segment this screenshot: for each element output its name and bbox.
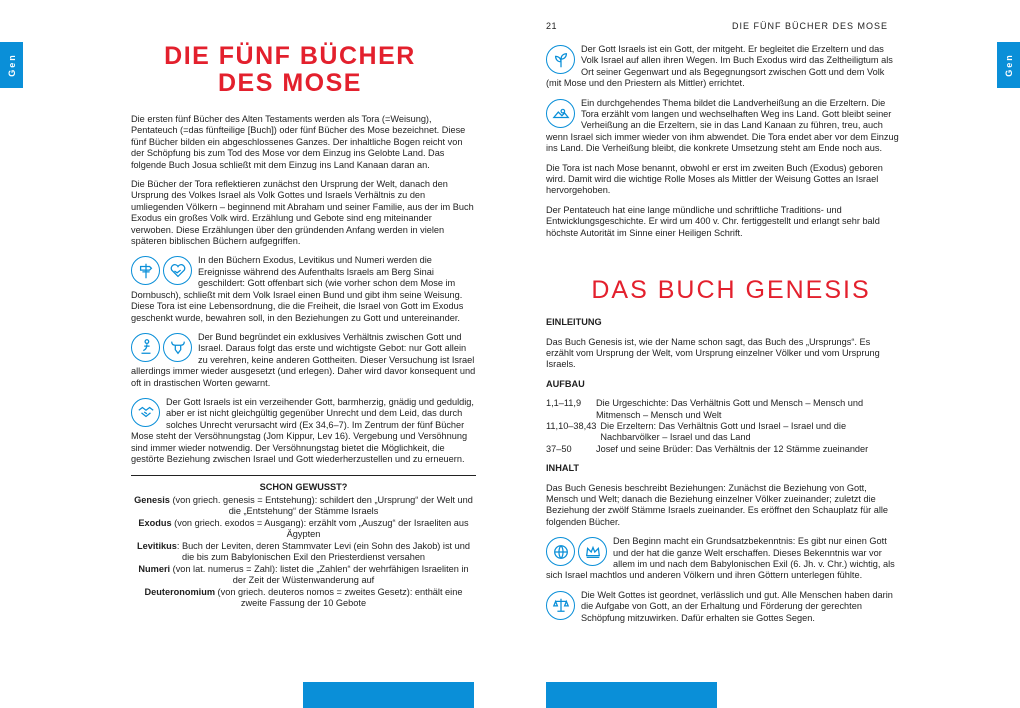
paragraph: Die Tora ist nach Mose benannt, obwohl er erst im zweiten Buch (Exodus) geboren wird. Damit wird die wichtige Rolle Moses als Mittler der Weisung Gottes an Israel hervorgehoben.: [546, 162, 883, 196]
aufbau-ref: 1,1–11,9: [546, 398, 582, 409]
did-you-know-entry: Exodus (von griech. exodos = Ausgang): erzählt vom „Auszug“ der Israeliten aus Ägypten: [138, 517, 469, 540]
title-line-1: DIE FÜNF BÜCHER: [164, 42, 416, 70]
chapter-tab-right[interactable]: [997, 42, 1020, 88]
aufbau-text: Die Erzeltern: Das Verhältnis Gott und Israel – Israel und die Nachbarvölker – Israel und das Land: [600, 420, 847, 443]
did-you-know-entry: Genesis (von griech. genesis = Entstehung): schildert den „Ursprung“ der Welt und die „Entstehung“ der Stämme Israels: [134, 494, 473, 517]
chapter-tab-label: Gen: [1003, 53, 1014, 77]
icon-group: [131, 256, 192, 285]
paragraph-text: Der Bund begründet ein exklusives Verhältnis zwischen Gott und Israel. Daraus folgt das erste und wichtigste Gebot: nur Gott allein zu verehren, keine anderen Gottheiten. Dieser Versuchung ist Israel allerdings immer wieder ausgesetzt (und erlegen). Daher wird davor konsequent und oft in drastischen Worten gewarnt.: [131, 331, 476, 388]
right-column: [546, 44, 899, 632]
page-number: 21: [546, 21, 558, 31]
inhalt-heading: INHALT: [546, 463, 579, 474]
handshake-icon: [131, 398, 160, 427]
paragraph-with-icons: [546, 536, 899, 582]
paragraph-text: Die Welt Gottes ist geordnet, verlässlich und gut. Alle Menschen haben darin die Aufgabe von Gott, an der Erhaltung und Förderung der gerechten Schöpfung mitzuwirken. Dafür erhalten sie Gottes Segen.: [581, 589, 893, 623]
crown-icon: [578, 537, 607, 566]
icon-group: [131, 398, 160, 427]
paragraph-text: Der Gott Israels ist ein Gott, der mitgeht. Er begleitet die Erzeltern und das Volk Israel auf allen ihren Wegen. Im Buch Exodus wird das Zeltheiligtum als Ort seiner Gegenwart und als Begegnungsort zwischen Gott und dem Volk (mit Mose und den Priestern als Mittler) errichtet.: [546, 44, 893, 89]
paragraph: Die Bücher der Tora reflektieren zunächst den Ursprung der Welt, danach den Ursprung des Volkes Israel als Volk Gottes und Israels Verhältnis zu den umliegenden Völkern – beginnend mit Abraham und seiner Familie, aus der im Buch Exodus ein großes Volk wird. Erzählung und Gebote sind eng miteinander verwoben. Diese Erzählungen über den gründenden Anfang werden in vielen späteren biblischen Büchern aufgegriffen.: [131, 179, 474, 247]
heart-hands-icon: [163, 256, 192, 285]
icon-group: [546, 537, 607, 566]
aufbau-row: [546, 421, 899, 444]
aufbau-row: [546, 444, 899, 455]
signpost-icon: [131, 256, 160, 285]
paragraph-text: Den Beginn macht ein Grundsatzbekenntnis: Es gibt nur einen Gott und der hat die ganze Welt erschaffen. Dieses Bekenntnis war vor allem im und nach dem Babylonischen Exil (6. Jh. v. Chr.) wichtig, als sich Israel machtlos und anderen Völkern und ihren Göttern unterlegen fühlte.: [546, 536, 895, 581]
paragraph: Die ersten fünf Bücher des Alten Testaments werden als Tora (=Weisung), Pentateuch (=das fünfteilige [Buch]) oder fünf Bücher des Mose bezeichnet. Diese fünf Bücher bilden ein abgeschlossenes Ganzes. Der inhaltliche Bogen reicht von der Schöpfung bis zum Tod des Mose vor dem Einzug ins Gelobte Land. Das folgende Buch Josua schließt mit dem Einzug ins Land Kanaan daran an.: [131, 114, 466, 170]
right-page: [510, 0, 1020, 708]
chapter-tab-label: Gen: [6, 53, 17, 77]
section-title: DAS BUCH GENESIS: [591, 276, 871, 304]
aufbau-list: [546, 398, 899, 455]
scales-icon: [546, 591, 575, 620]
globe-icon: [546, 537, 575, 566]
paragraph-with-icons: [546, 590, 899, 624]
plant-icon: [546, 45, 575, 74]
did-you-know-entry: Numeri (von lat. numerus = Zahl): listet die „Zahlen“ der wehrfähigen Israeliten in der Zeit der Wüstenwanderung auf: [138, 563, 469, 586]
aufbau-text: Josef und seine Brüder: Das Verhältnis der 12 Stämme zueinander: [596, 443, 869, 454]
paragraph-with-icons: [546, 44, 899, 90]
paragraph-text: Der Gott Israels ist ein verzeihender Gott, barmherzig, gnädig und geduldig, aber er ist nicht gleichgültig gegenüber Unrecht und dem Leid, das durch solches Unrecht verursacht wird (Ex 34,6–7). Im Zentrum der fünf Bücher Mose steht der Versöhnungstag (Jom Kippur, Lev 16). Vergebung und Versöhnung sind immer wieder notwendig. Der Versöhnungstag bietet die Möglichkeit, die gestörte Beziehung zwischen Israel und Gott wiederherzustellen und zu erneuern.: [131, 396, 474, 464]
paragraph-text: In den Büchern Exodus, Levitikus und Numeri werden die Ereignisse während des Aufenthalts Israels am Berg Sinai geschildert: Gott offenbart sich (wie vorher schon dem Mose im Dornbusch), schließt mit dem Volk Israel einen Bund und gibt ihm seine Weisung. Diese Tora ist eine Lebensordnung, die die Freiheit, die Israel von Gott im Exodus geschenkt wurde, bewahren soll, in den Beziehungen zu Gott und untereinander.: [131, 255, 464, 323]
running-head: DIE FÜNF BÜCHER DES MOSE: [731, 21, 888, 31]
chapter-tab-left[interactable]: [0, 42, 23, 88]
did-you-know-entry: Deuteronomium (von griech. deuteros nomos = zweites Gesetz): enthält eine zweite Fassung der 10 Gebote: [144, 586, 463, 609]
icon-group: [546, 45, 575, 74]
landscape-icon: [546, 99, 575, 128]
bull-icon: [163, 333, 192, 362]
icon-group: [546, 99, 575, 128]
paragraph-with-icons: [131, 255, 476, 323]
did-you-know-box: [131, 482, 476, 610]
did-you-know-heading: SCHON GEWUSST?: [259, 482, 348, 493]
icon-group: [546, 591, 575, 620]
paragraph-with-icons: [131, 397, 476, 465]
footer-bar-left: [303, 682, 474, 708]
paragraph: Das Buch Genesis ist, wie der Name schon sagt, das Buch des „Ursprungs“. Es erzählt vom Ursprung der Welt, vom Ursprung einzelner Völker und vom Ursprung Israels.: [546, 336, 880, 370]
paragraph-text: Ein durchgehendes Thema bildet die Landverheißung an die Erzeltern. Die Tora erzählt vom langen und wechselhaften Weg ins Land. Gott bleibt seiner Verheißung an die Erzeltern, sie in das Land Kanaan zu führen, treu, auch wenn Israel sich immer wieder von ihm abwendet. Die Tora endet aber vor dem Einzug ins Land. Die Verheißung bleibt, die konkrete Umsetzung steht am Ende noch aus.: [546, 97, 899, 154]
did-you-know-entry: Levitikus: Buch der Leviten, deren Stammvater Levi (ein Sohn des Jakob) ist und die bis zum Babylonischen Exil den Priesterdienst versahen: [137, 540, 470, 563]
page-title: [140, 43, 440, 97]
aufbau-ref: 37–50: [546, 443, 572, 454]
paragraph: Der Pentateuch hat eine lange mündliche und schriftliche Traditions- und Entwicklungsgeschichte. Er wird um 400 v. Chr. fertiggestellt und erlangt sehr bald höchste Autorität im Sinne einer Heiligen Schrift.: [546, 204, 880, 238]
figure-icon: [131, 333, 160, 362]
title-line-2: DES MOSE: [218, 69, 362, 97]
aufbau-heading: AUFBAU: [546, 378, 585, 389]
aufbau-text: Die Urgeschichte: Das Verhältnis Gott und Mensch – Mensch und Mitmensch – Mensch und Welt: [596, 398, 864, 420]
left-column: [131, 114, 476, 610]
aufbau-ref: 11,10–38,43: [546, 420, 597, 431]
footer-bar-right: [546, 682, 717, 708]
einleitung-heading: EINLEITUNG: [546, 317, 602, 328]
divider: [131, 475, 476, 476]
paragraph-with-icons: [546, 98, 899, 155]
icon-group: [131, 333, 192, 362]
aufbau-row: [546, 398, 899, 421]
paragraph: Das Buch Genesis beschreibt Beziehungen: Zunächst die Beziehung von Gott, Mensch und Welt; danach die Beziehung einzelner Völker zueinander; zuletzt die Beziehung der zwölf Stämme Israels zueinander. Es eröffnet den Schauplatz für alle folgenden Bücher.: [546, 482, 889, 527]
paragraph-with-icons: [131, 332, 476, 389]
